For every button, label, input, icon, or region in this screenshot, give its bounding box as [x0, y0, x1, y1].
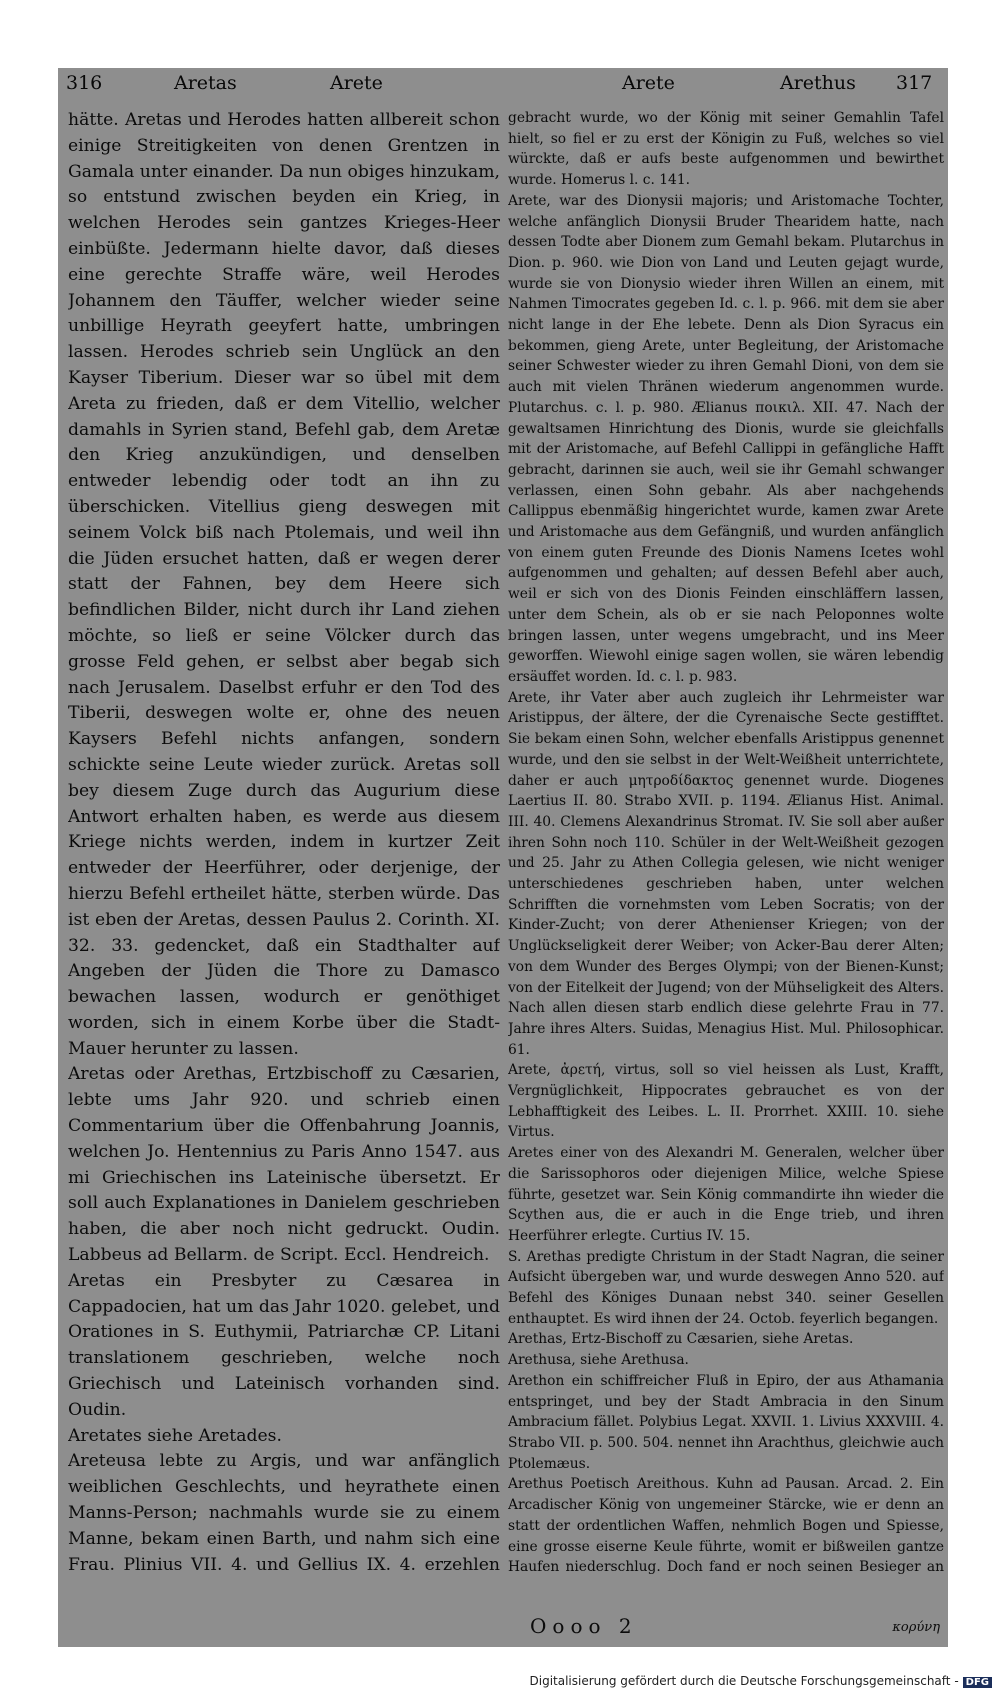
paragraph: Aretes einer von des Alexandri M. Generalen, welcher über die Sarissophoros oder diejenigen Milice, welche Spiese führte, gesetzet war. Sein König commandirte ihn wieder die Scythen aus, die er auch in die Enge trieb, und ihren Heerführer erlegte. Curtius IV. 15. [508, 1145, 944, 1244]
paragraph: Aretas ein Presbyter zu Cæsarea in Cappadocien, hat um das Jahr 1020. gelebet, und Orationes in S. Euthymii, Patriarchæ CP. Litani translationem geschrieben, welche noch Griechisch und Lateinisch vorhanden sind. Oudin. [68, 1270, 500, 1420]
paragraph: hätte. Aretas und Herodes hatten allbereit schon einige Streitigkeiten von denen Grentzen in Gamala unter einander. Da nun obiges hinzukam, so entstund zwischen beyden ein Krieg, in welchen Herodes sein gantzes Krieges-Heer einbüßte. Jedermann hielte davor, daß dieses eine gerechte Straffe wäre, weil Herodes Johannem den Täuffer, welcher wieder seine unbillige Heyrath geeyfert hatte, umbringen lassen. Herodes schrieb sein Unglück an den Kayser Tiberium. Dieser war so übel mit dem Areta zu frieden, daß er dem Vitellio, welcher damahls in Syrien stand, Befehl gab, dem Aretæ den Krieg anzukündigen, und denselben entweder lebendig oder todt an ihn zu überschicken. Vitellius gieng deswegen mit seinem Volck biß nach Ptolemais, und weil ihn die Jüden ersuchet hatten, daß er wegen derer statt der Fahnen, bey dem Heere sich befindlichen Bilder, nicht durch ihr Land ziehen möchte, so ließ er seine Völcker durch das grosse Feld gehen, er selbst aber begab sich nach Jerusalem. Daselbst erfuhr er den Tod des Tiberii, deswegen wolte er, ohne des neuen Kaysers Befehl nichts anfangen, sondern schickte seine Leute wieder zurück. Aretas soll bey diesem Zuge durch das Augurium diese Antwort erhalten haben, es werde aus diesem Kriege nichts werden, indem in kurtzer Zeit entweder der Heerführer, oder derjenige, der hierzu Befehl ertheilet hätte, sterben würde. Das ist eben der Aretas, dessen Paulus 2. Corinth. XI. 32. 33. gedencket, daß ein Stadthalter auf Angeben der Jüden die Thore zu Damasco bewachen lassen, wodurch er genöthiget worden, sich in einem Korbe über die Stadt-Mauer herunter zu lassen. [68, 110, 500, 1059]
right-text-column [508, 108, 944, 1578]
dfg-logo: DFG [963, 1677, 992, 1688]
paragraph: Arethusa, siehe Arethusa. [508, 1352, 689, 1369]
left-text-column [68, 108, 500, 1578]
left-page-number: 316 [66, 72, 103, 94]
right-header-word-1: Arete [622, 72, 675, 94]
running-header [62, 62, 942, 108]
paragraph: Arete, ἀρετή, virtus, soll so viel heissen als Lust, Krafft, Vergnüglichkeit, Hippocrates gebrauchet es von der Lebhafftigkeit des Leibes. L. II. Prorrhet. XXIII. 10. siehe Virtus. [508, 1062, 944, 1141]
paragraph: Arethus Poetisch Areithous. Kuhn ad Pausan. Arcad. 2. Ein Arcadischer König von ungemeiner Stärcke, wie er denn an statt der ordentlichen Waffen, nehmlich Bogen und Spiesse, eine grosse eiserne Keule führte, womit er bißweilen gantze Haufen niederschlug. Doch fand er noch seinen Besieger an [508, 1476, 944, 1576]
paragraph: Aretas oder Arethas, Ertzbischoff zu Cæsarien, lebte ums Jahr 920. und schrieb einen Commentarium über die Offenbahrung Joannis, welchen Jo. Hentennius zu Paris Anno 1547. aus mi Griechischen ins Lateinische übersetzt. Er soll auch Explanationes in Danielem geschrieben haben, die aber noch nicht gedruckt. Oudin. Labbeus ad Bellarm. de Script. Eccl. Hendreich. [68, 1064, 500, 1266]
left-header-word-1: Aretas [174, 72, 237, 94]
paragraph: Arete, war des Dionysii majoris; und Aristomache Tochter, welche anfänglich Dionysii Bruder Thearidem hatte, nach dessen Todte aber Dionem zum Gemahl bekam. Plutarchus in Dion. p. 960. wie Dion von Land und Leuten gejagt wurde, wurde sie von Dionysio wieder ihren Willen an einem, mit Nahmen Timocrates gegeben Id. c. l. p. 966. mit dem sie aber nicht lange in der Ehe lebete. Denn als Dion Syracus ein bekommen, gieng Arete, unter Begleitung, der Aristomache seiner Schwester wieder zu ihren Gemahl Dioni, von dem sie auch mit vielen Thränen wiederum angenommen wurde. Plutarchus. c. l. p. 980. Ælianus ποικιλ. XII. 47. Nach der gewaltsamen Hinrichtung des Dionis, wurde sie gleichfalls mit der Aristomache, auf Befehl Callippi in gefängliche Hafft gebracht, darinnen sie auch, weil sie ihr Gemahl schwanger verlassen, einen Sohn gebahr. Als aber nachgehends Callippus ebenmäßig hingerichtet wurde, kamen zwar Arete und Aristomache aus dem Gefängniß, und wurden anfänglich von einem guten Freunde des Dionis Namens Icetes wohl aufgenommen und gehalten; auf dessen Befehl aber auch, weil er sich von des Dionis Feinden einschläffern lassen, unter dem Schein, als ob er sie nach Peloponnes wolte bringen lassen, unter wegens umgebracht, und ins Meer geworffen. Wiewohl einige sagen wollen, sie wären lebendig ersäuffet worden. Id. c. l. p. 983. [508, 192, 944, 685]
paragraph: Arethas, Ertz-Bischoff zu Cæsarien, siehe Aretas. [508, 1331, 854, 1348]
paragraph: Arete, ihr Vater aber auch zugleich ihr Lehrmeister war Aristippus, der ältere, der die Cyrenaische Secte gestifftet. Sie bekam einen Sohn, welcher ebenfalls Aristippus genennet wurde, und den sie selbst in der Welt-Weißheit unterrichtete, daher er auch μητροδίδακτος genennet wurde. Diogenes Laertius II. 80. Strabo XVII. p. 1194. Ælianus Hist. Animal. III. 40. Clemens Alexandrinus Stromat. IV. Sie soll aber außer ihren Sohn noch 110. Schüler in der Welt-Weißheit gezogen und 25. Jahr zu Athen Collegia gelesen, wie nicht weniger unterschiedenes geschrieben haben, unter welchen Schrifften die vornehmsten vom Leben Socratis; von der Kinder-Zucht; von derer Athenienser Kriegen; von der Unglückseligkeit derer Weiber; von Acker-Bau derer Alten; von dem Wunder des Berges Olympi; von der Bienen-Kunst; von der Eitelkeit der Jugend; von der Mühseligkeit des Alters. Nach allen diesen starb endlich diese gelehrte Frau in 77. Jahre ihres Alters. Suidas, Menagius Hist. Mul. Philosophicar. 61. [508, 689, 944, 1058]
paragraph: S. Arethas predigte Christum in der Stadt Nagran, die seiner Aufsicht übergeben war, und wurde deswegen Anno 520. auf Befehl des Königes Dunaan nebst 340. seiner Gesellen enthauptet. Es wird ihnen der 24. Octob. feyerlich begangen. [508, 1248, 944, 1327]
paragraph: Aretates siehe Aretades. [68, 1425, 282, 1446]
credit-text: Digitalisierung gefördert durch die Deutsche Forschungsgemeinschaft - [529, 1674, 959, 1688]
paragraph: gebracht wurde, wo der König mit seiner Gemahlin Tafel hielt, so fiel er zu erst der Königin zu Fuß, welches so viel würckte, daß er aufs beste aufgenommen und bewirthet wurde. Homerus l. c. 141. [508, 110, 944, 189]
digitization-credit [0, 1674, 992, 1688]
catchword: κορύνη [892, 1620, 940, 1635]
right-header-word-2: Arethus [780, 72, 856, 94]
paragraph: Areteusa lebte zu Argis, und war anfänglich weiblichen Geschlechts, und heyrathete einen Manns-Person; nachmahls wurde sie zu einem Manne, bekam einen Barth, und nahm sich eine Frau. Plinius VII. 4. und Gellius IX. 4. erzehlen [68, 1451, 500, 1575]
signature-mark: Oooo 2 [530, 1614, 638, 1638]
paragraph: Arethon ein schiffreicher Fluß in Epiro, der aus Athamania entspringet, und bey der Stadt Ambracia in den Sinum Ambracium fället. Polybius Legat. XXVII. 1. Livius XXXVIII. 4. Strabo VII. p. 500. 504. nennet ihn Arachthus, gleichwie auch Ptolemæus. [508, 1372, 944, 1472]
right-page-number: 317 [896, 72, 933, 94]
left-header-word-2: Arete [330, 72, 383, 94]
